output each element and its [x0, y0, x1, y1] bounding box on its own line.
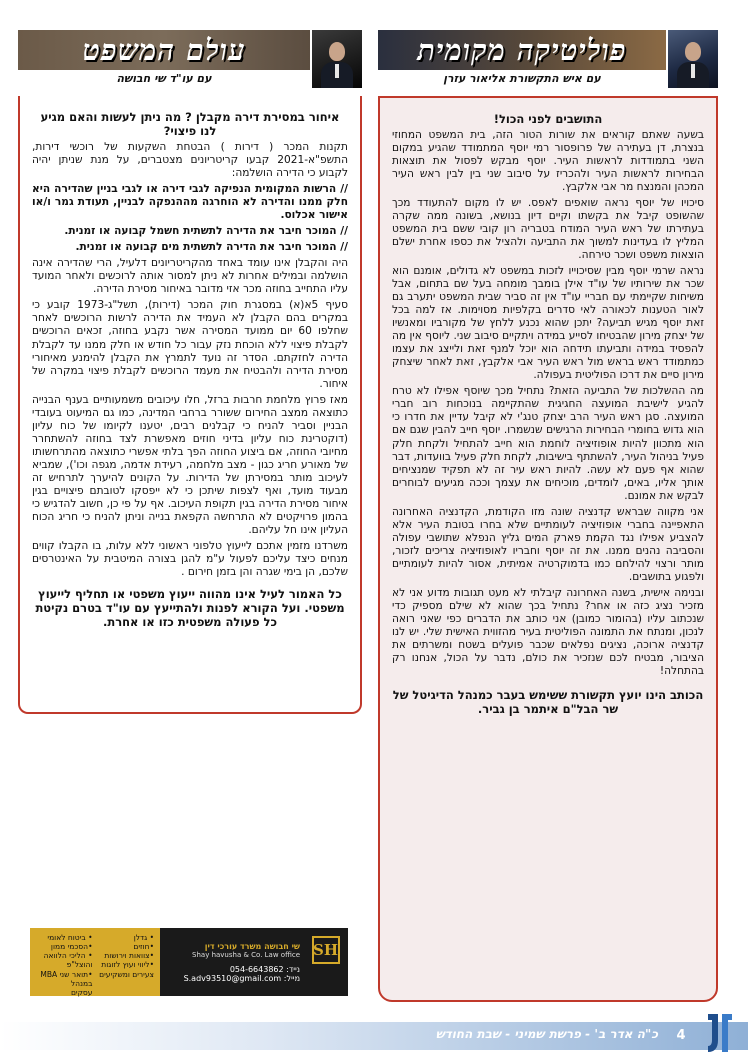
politics-footnote: הכותב הינו יועץ תקשורת ששימש בעבר כמנהל הדיגיטל של שר הבל"ם איתמר בן גביר. — [392, 687, 704, 716]
legal-criterion: // המוכר חיבר את הדירה לתשתית מים קבועה או זמנית. — [75, 241, 348, 254]
page-number: 4 — [676, 1028, 686, 1043]
legal-article — [18, 96, 362, 714]
ad-service-item: והוצל"פ — [66, 960, 93, 970]
legal-column — [18, 30, 362, 714]
legal-heading: איחור במסירת דירה מקבלן ? מה ניתן לעשות והאם מגיע לנו פיצוי? — [40, 110, 340, 139]
politics-article — [378, 96, 718, 1002]
politics-banner — [378, 30, 718, 88]
ad-email[interactable]: מייל: S.adv93510@gmail.com — [183, 973, 300, 983]
legal-paragraph: היה והקבלן אינו עומד באחד מהקריטריונים דלעיל, הרי שהדירה אינה הושלמה ובמילים אחרות לא ניתן למסור אותה לרוכשים ולאחר המועד עליו התחייב בחוזה מכר אזי מדובר באיחור מסירת הדירה. — [32, 257, 348, 296]
politics-paragraph: בשעה שאתם קוראים את שורות הטור הזה, בית המשפט המחוזי בנצרת, דן בעתירה של פרופסור רמי יוסף המתמודד שהגיע במקום השני בתמודדות לראשות העיר. יוסף מבקש לפסול את תוצאות הבחירות לראשות העיר ולהכריז על סיבוב שני בין לבין ראש העיר המכהן והמנצח מר אבי אלקבץ. — [392, 129, 704, 194]
ad-service-item: • הליכי הלוואה — [43, 951, 93, 961]
politics-paragraph: סיכויו של יוסף נראה שואפים לאפס. יש לו מקום להתעודד מכך שהשופט קיבל את בקשתו וקיים דיון בנושא, בשונה ממה שקרה בעתירתו של ראש העיר המודח בטבריה רון קובי ששם בית המשפט המליץ לו בעדינות למשוך את התביעה ולהציל את כספו אחרת ישלם הוצאות משפט ושכר טירחה. — [392, 197, 704, 262]
politics-title: פוליטיקה מקומית — [417, 32, 627, 67]
ad-firm-name-en: Shay havusha & Co. Law office — [192, 950, 300, 959]
ad-phone[interactable]: נייד: 054-6643862 — [229, 964, 300, 974]
legal-criterion: // המוכר חיבר את הדירה לתשתית חשמל קבועה או זמנית. — [64, 225, 348, 238]
law-office-ad[interactable] — [30, 928, 348, 996]
ad-logo: SH — [312, 936, 340, 964]
politics-paragraph: אני מקווה שבראש קדנציה שונה מזו הקודמת, הקדנציה האחרונה התאפיינה בחברי אופוזיציה לעומתיים שלא בחרו בטובת העיר אלא להצביע אפילו נגד הקמת פארק המים גליץ הנפלא שתושבי עפולה והסביבה נהנים ממנו. את זה יוסף וחבריו לאופוזיציה צריכים לזכור, מותר ורצוי להילחם כמו בדמוקרטיה אמיתית, אסור להיות לעומתיים ולפגוע בתושבים. — [392, 505, 704, 583]
lawyer-photo — [312, 30, 362, 88]
legal-paragraph: משרדנו מזמין אתכם לייעוץ טלפוני ראשוני ללא עלות, בו הקבלו קווים מנחים כיצד עליכם לפעול ע"מ להגן בצורה המיטבית על האינטרסים שלכם, הן בימי שגרה והן בזמן חירום . — [32, 539, 348, 578]
ad-services-list-b — [36, 933, 93, 997]
ad-services — [30, 928, 160, 996]
legal-banner — [18, 30, 362, 88]
author-photo — [668, 30, 718, 88]
ad-service-item: צעירים ומשקיעים — [99, 969, 154, 979]
legal-criterion: // הרשות המקומית הנפיקה לגבי דירה או לגבי בניין שהדירה היא חלק ממנו והדירה לא הוחרגה מההנפקה לבניין, תעודת גמר ו/או אישור אכלוס. — [32, 183, 348, 222]
legal-disclaimer: כל האמור לעיל אינו מהווה ייעוץ משפטי או תחליף לייעוץ משפטי. ועל הקורא לפנות ולהתייעץ עם עו"ד בטרם נקיטת כל פעולה משפטית כזו או אחרת. — [35, 586, 345, 630]
politics-column — [378, 30, 718, 1002]
politics-subtitle: עם איש התקשורת אליאור עזרן — [378, 70, 666, 88]
ad-service-item: •חוזים — [133, 942, 154, 952]
politics-title-box — [378, 30, 666, 70]
ad-contact — [160, 928, 348, 996]
ad-service-item: • גדלן — [133, 933, 154, 942]
politics-paragraph: נראה שרמי יוסף מבין שסיכוייו לזכות במשפט לא גדולים, אומנם הוא שכר את שירותיו של עו"ד אילן בומבך מומחה בעל שם בתחום, אבל משיחות שקיימתי עם חבריי עו"ד אין זה סביר שבית המשפט יתערב גם לאור הטענות לכאורה לאי סדרים בקלפיות מסוימות. אז למה בכל זאת יוסף מגיש תביעה? יתכן שהוא נכנע ללחץ של מקורביו ומאנשיו של יצחק מירון שהבטיחו לסייע במידה ויתקיים סיבוב שני. ליוסף אין מה להפסיד במידה ותביעתו תידחה הוא יוכל למנף זאת ולייצג את עצמו כמתמודד ראש בראש מול ראש העיר אבי אלקבץ, זאת לאחר שיצחק מירון סיים את דרכו הפוליטית בעפולה. — [392, 265, 704, 382]
legal-paragraph: סעיף 5א(א) במסגרת חוק המכר (דירות), תשל"ג-1973 קובע כי במקרים בהם הקבלן לא העמיד את הדירה לרשות הרוכשים לאחר שחלפו 60 יום ממועד המסירה אשר נקבע בחוזה, זכאים הרוכשים לקבלת פיצוי ללא הוכחת נזק עבור כל חודש או חלק ממנו עד לקבלת הדירה לחזקתם. הסדר זה נועד לתמרץ את הקבלן להימנע מאיחורי מסירת הדירה ולהבטיח את מעמד הרוכשים לקבלת פיצוי במקרה של איחור. — [32, 299, 348, 390]
page-footer — [0, 1010, 748, 1056]
legal-title-box — [18, 30, 310, 70]
legal-paragraph: מאז פרוץ מלחמת חרבות ברזל, חלו עיכובים משמעותיים בענף הבנייה כתוצאה ממצב החירום ששורר ברחבי המדינה, כמו גם המיעוט בעובדי הבניין וסביר להניח כי קבלנים רבים, יטענו לקיומו של כוח עליון (דוקטרינת כוח עליון בדיני חוזים מאפשרת לצד בחוזה להשתחרר מחיובי החוזה, אם ביצוע החוזה הפך בלתי אפשרי כתוצאה מהתרחשותו של מאורע חריג כגון - מצב מלחמה, רעידת אדמה, מגפה וכו'), שמביא לעיכוב מותר במסירתן של הדירות. על הקונים להיערך לתרחיש זה מבעוד מועד, ואף לצפות שיתכן כי לא ייפסקו לטובתם פיצויים בגין איחור מסירת הדירה בגין תקופת העיכוב. אף על פי כן, חשוב להדגיש כי בהמון פרויקטים לא התרחשה הקפאת בנייה וניתן להניח כי חריג הכוח העליון אינו חל עליהם. — [32, 393, 348, 536]
politics-paragraph: מה ההשלכות של התביעה הזאת? נתחיל מכך שיוסף אפילו לא טרח להגיע לישיבת המועצה החגיגית שהתקיימה בנוכחות רוב חברי המועצה. סגן ראש העיר הרב יצחק טנג'י לא קיבל עדיין את חדרו כי הוא גדוש בחומרי הבחירות הרגישים שנשמרו. יוסף חייב להבין שגם אם הוא מתכוון להיות אופוזיציה לוחמת הוא חייב להתחיל ולקחת חלק פעיל בניהול העיר, להשתתף בישיבות, לקחת חלק פעיל בוועדות, דבר שהוא אף פעם לא עשה. להיות ראש עיר זה לא תפקיד שמנציחים אותך אליו, באים, לומדים, מוכיחים את עצמך וככה מגיעים לבוחרים לבקש את אמונם. — [392, 385, 704, 502]
ad-firm-name: שי חבושה משרד עורכי דין — [204, 941, 300, 951]
magazine-logo-icon — [704, 1010, 734, 1056]
footer-issue-text: כ"ה אדר ב' - פרשת שמיני - שבת החודש — [435, 1027, 658, 1041]
politics-heading: התושבים לפני הכול! — [493, 112, 603, 126]
ad-service-item: •תואר שני MBA במנהל — [40, 969, 93, 988]
ad-service-item: • ביטוח לאומי — [47, 933, 93, 942]
ad-service-item: •הסכמי ממון — [50, 942, 93, 952]
ad-service-item: עסקים — [70, 987, 93, 997]
legal-title: עולם המשפט — [82, 32, 246, 67]
legal-intro: תקנות המכר ( דירות ) הבטחת השקעות של רוכשי דירות, התשפ"א-2021 קבעו קריטריונים מצטברים, על מנת שניתן יהיה לקבוע כי הדירה הושלמה: — [32, 141, 348, 180]
politics-paragraph: ובנימה אישית, בשנה האחרונה קיבלתי לא מעט תגובות מדוע אני לא מזכיר נציג כזה או אחר? נתחיל בכך שהוא לא שילם מספיק כדי שנכתוב עליו (בהומור כמובן) אני כותב את הדברים כפי שאני רואה לנכון, ומנתח את התמונה הפוליטית בעיר מהזווית האישית שלי. יש לנו קדנציה ארוכה, נציגים נפלאים שכבר פועלים בשטח ומשרתים את הציבור, מבטיח לכם שנזכיר את כולם, נדבר על הכול, אנחנו רק בהתחלה! — [392, 586, 704, 677]
ad-service-item: •צוואות וירושות — [104, 951, 154, 961]
legal-subtitle: עם עו"ד שי חבושה — [18, 70, 310, 88]
ad-service-item: •ליווי ועוץ לזוגות — [101, 960, 154, 970]
ad-services-list-a — [98, 933, 155, 991]
